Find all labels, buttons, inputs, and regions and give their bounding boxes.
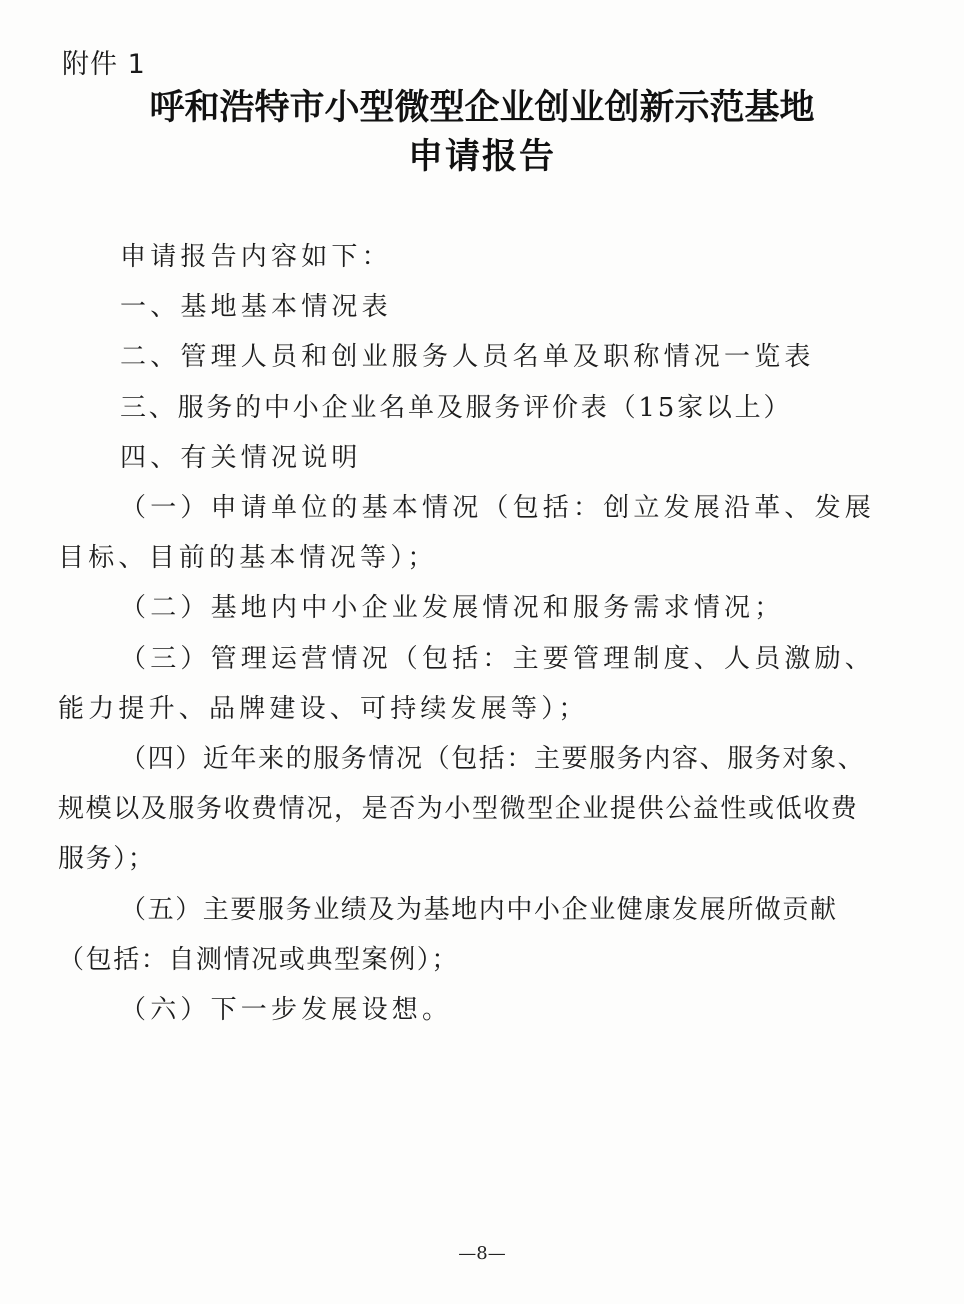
page-number: —8—	[458, 1243, 506, 1264]
attachment-label: 附件 1	[62, 49, 146, 80]
document-title-line1: 呼和浩特市小型微型企业创业创新示范基地	[149, 87, 815, 128]
paragraph-item-3: 三、服务的中小企业名单及服务评价表（15家以上）	[120, 392, 793, 423]
paragraph-sub-6: （六）下一步发展设想。	[120, 995, 453, 1026]
paragraph-sub-2: （二）基地内中小企业发展情况和服务需求情况；	[120, 593, 785, 624]
paragraph-intro: 申请报告内容如下：	[120, 242, 392, 272]
paragraph-item-2: 二、管理人员和创业服务人员名单及职称情况一览表	[120, 342, 815, 373]
paragraph-item-4: 四、有关情况说明	[120, 442, 362, 473]
paragraph-sub-5: （五）主要服务业绩及为基地内中小企业健康发展所做贡献（包括：自测情况或典型案例）；	[58, 894, 838, 975]
paragraph-item-1: 一、基地基本情况表	[120, 292, 392, 323]
paragraph-sub-4: （四）近年来的服务情况（包括：主要服务内容、服务对象、规模以及服务收费情况，是否为小型微型企业提供公益性或低收费服务）；	[58, 744, 866, 875]
paragraph-sub-3: （三）管理运营情况（包括：主要管理制度、人员激励、能力提升、品牌建设、可持续发展等）；	[58, 643, 876, 724]
document-body	[58, 232, 878, 1035]
paragraph-sub-1: （一）申请单位的基本情况（包括：创立发展沿革、发展目标、目前的基本情况等）；	[58, 493, 876, 574]
document-title-line2: 申请报告	[407, 136, 556, 177]
